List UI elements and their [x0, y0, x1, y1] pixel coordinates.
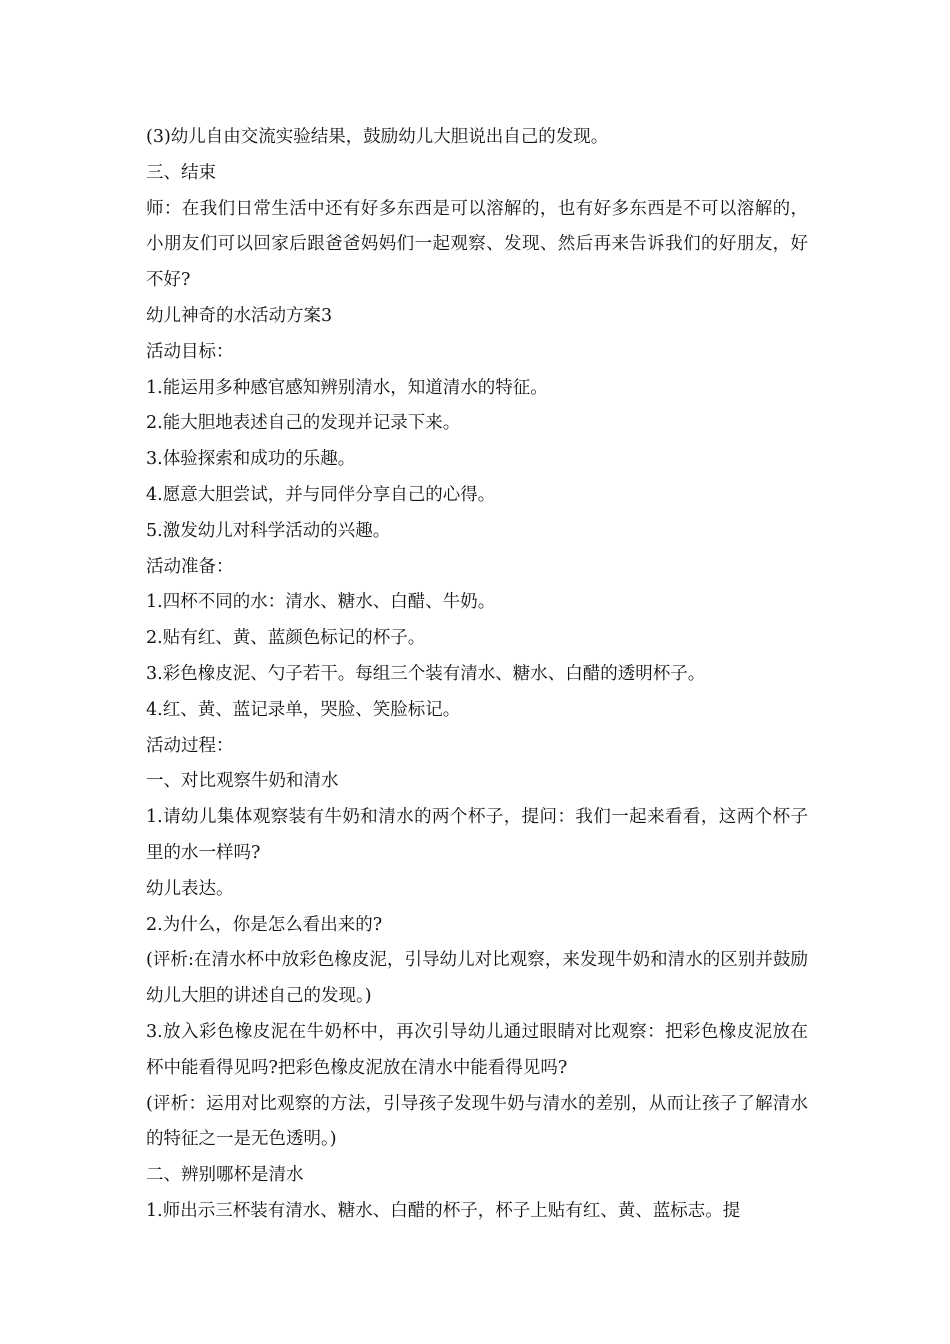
- document-title: 幼儿神奇的水活动方案3: [146, 305, 333, 326]
- list-item: 2.能大胆地表述自己的发现并记录下来。: [146, 413, 461, 434]
- paragraph: 师：在我们日常生活中还有好多东西是可以溶解的，也有好多东西是不可以溶解的，小朋友们可以回家后跟爸爸妈妈们一起观察、发现、然后再来告诉我们的好朋友，好不好?: [146, 198, 808, 291]
- paragraph: (评析:在清水杯中放彩色橡皮泥，引导幼儿对比观察，来发现牛奶和清水的区别并鼓励幼儿大胆的讲述自己的发现。): [146, 950, 808, 1007]
- section-heading: 活动目标：: [146, 341, 234, 362]
- paragraph: 3.放入彩色橡皮泥在牛奶杯中，再次引导幼儿通过眼睛对比观察：把彩色橡皮泥放在杯中能看得见吗?把彩色橡皮泥放在清水中能看得见吗?: [146, 1021, 808, 1078]
- list-item: 1.四杯不同的水：清水、糖水、白醋、牛奶。: [146, 592, 496, 613]
- list-item: 3.彩色橡皮泥、勺子若干。每组三个装有清水、糖水、白醋的透明杯子。: [146, 663, 706, 684]
- section-heading: 三、结束: [146, 162, 216, 183]
- paragraph: 幼儿表达。: [146, 878, 234, 899]
- list-item: 4.愿意大胆尝试，并与同伴分享自己的心得。: [146, 484, 496, 505]
- section-heading: 活动准备：: [146, 556, 234, 577]
- paragraph: (评析：运用对比观察的方法，引导孩子发现牛奶与清水的差别，从而让孩子了解清水的特征之一是无色透明。): [146, 1093, 808, 1150]
- section-heading: 一、对比观察牛奶和清水: [146, 771, 339, 792]
- paragraph: 1.请幼儿集体观察装有牛奶和清水的两个杯子，提问：我们一起来看看，这两个杯子里的水一样吗?: [146, 807, 808, 863]
- list-item: 1.能运用多种感官感知辨别清水，知道清水的特征。: [146, 377, 548, 398]
- list-item: 5.激发幼儿对科学活动的兴趣。: [146, 520, 391, 541]
- list-item: 4.红、黄、蓝记录单，哭脸、笑脸标记。: [146, 699, 461, 720]
- list-item: 3.体验探索和成功的乐趣。: [146, 449, 356, 470]
- paragraph: (3)幼儿自由交流实验结果，鼓励幼儿大胆说出自己的发现。: [146, 127, 609, 147]
- section-heading: 活动过程：: [146, 735, 234, 756]
- paragraph: 2.为什么，你是怎么看出来的?: [146, 914, 383, 935]
- section-heading: 二、辨别哪杯是清水: [146, 1165, 304, 1186]
- paragraph: 1.师出示三杯装有清水、糖水、白醋的杯子，杯子上贴有红、黄、蓝标志。提: [146, 1200, 741, 1221]
- document-body: [146, 120, 808, 1230]
- list-item: 2.贴有红、黄、蓝颜色标记的杯子。: [146, 628, 426, 649]
